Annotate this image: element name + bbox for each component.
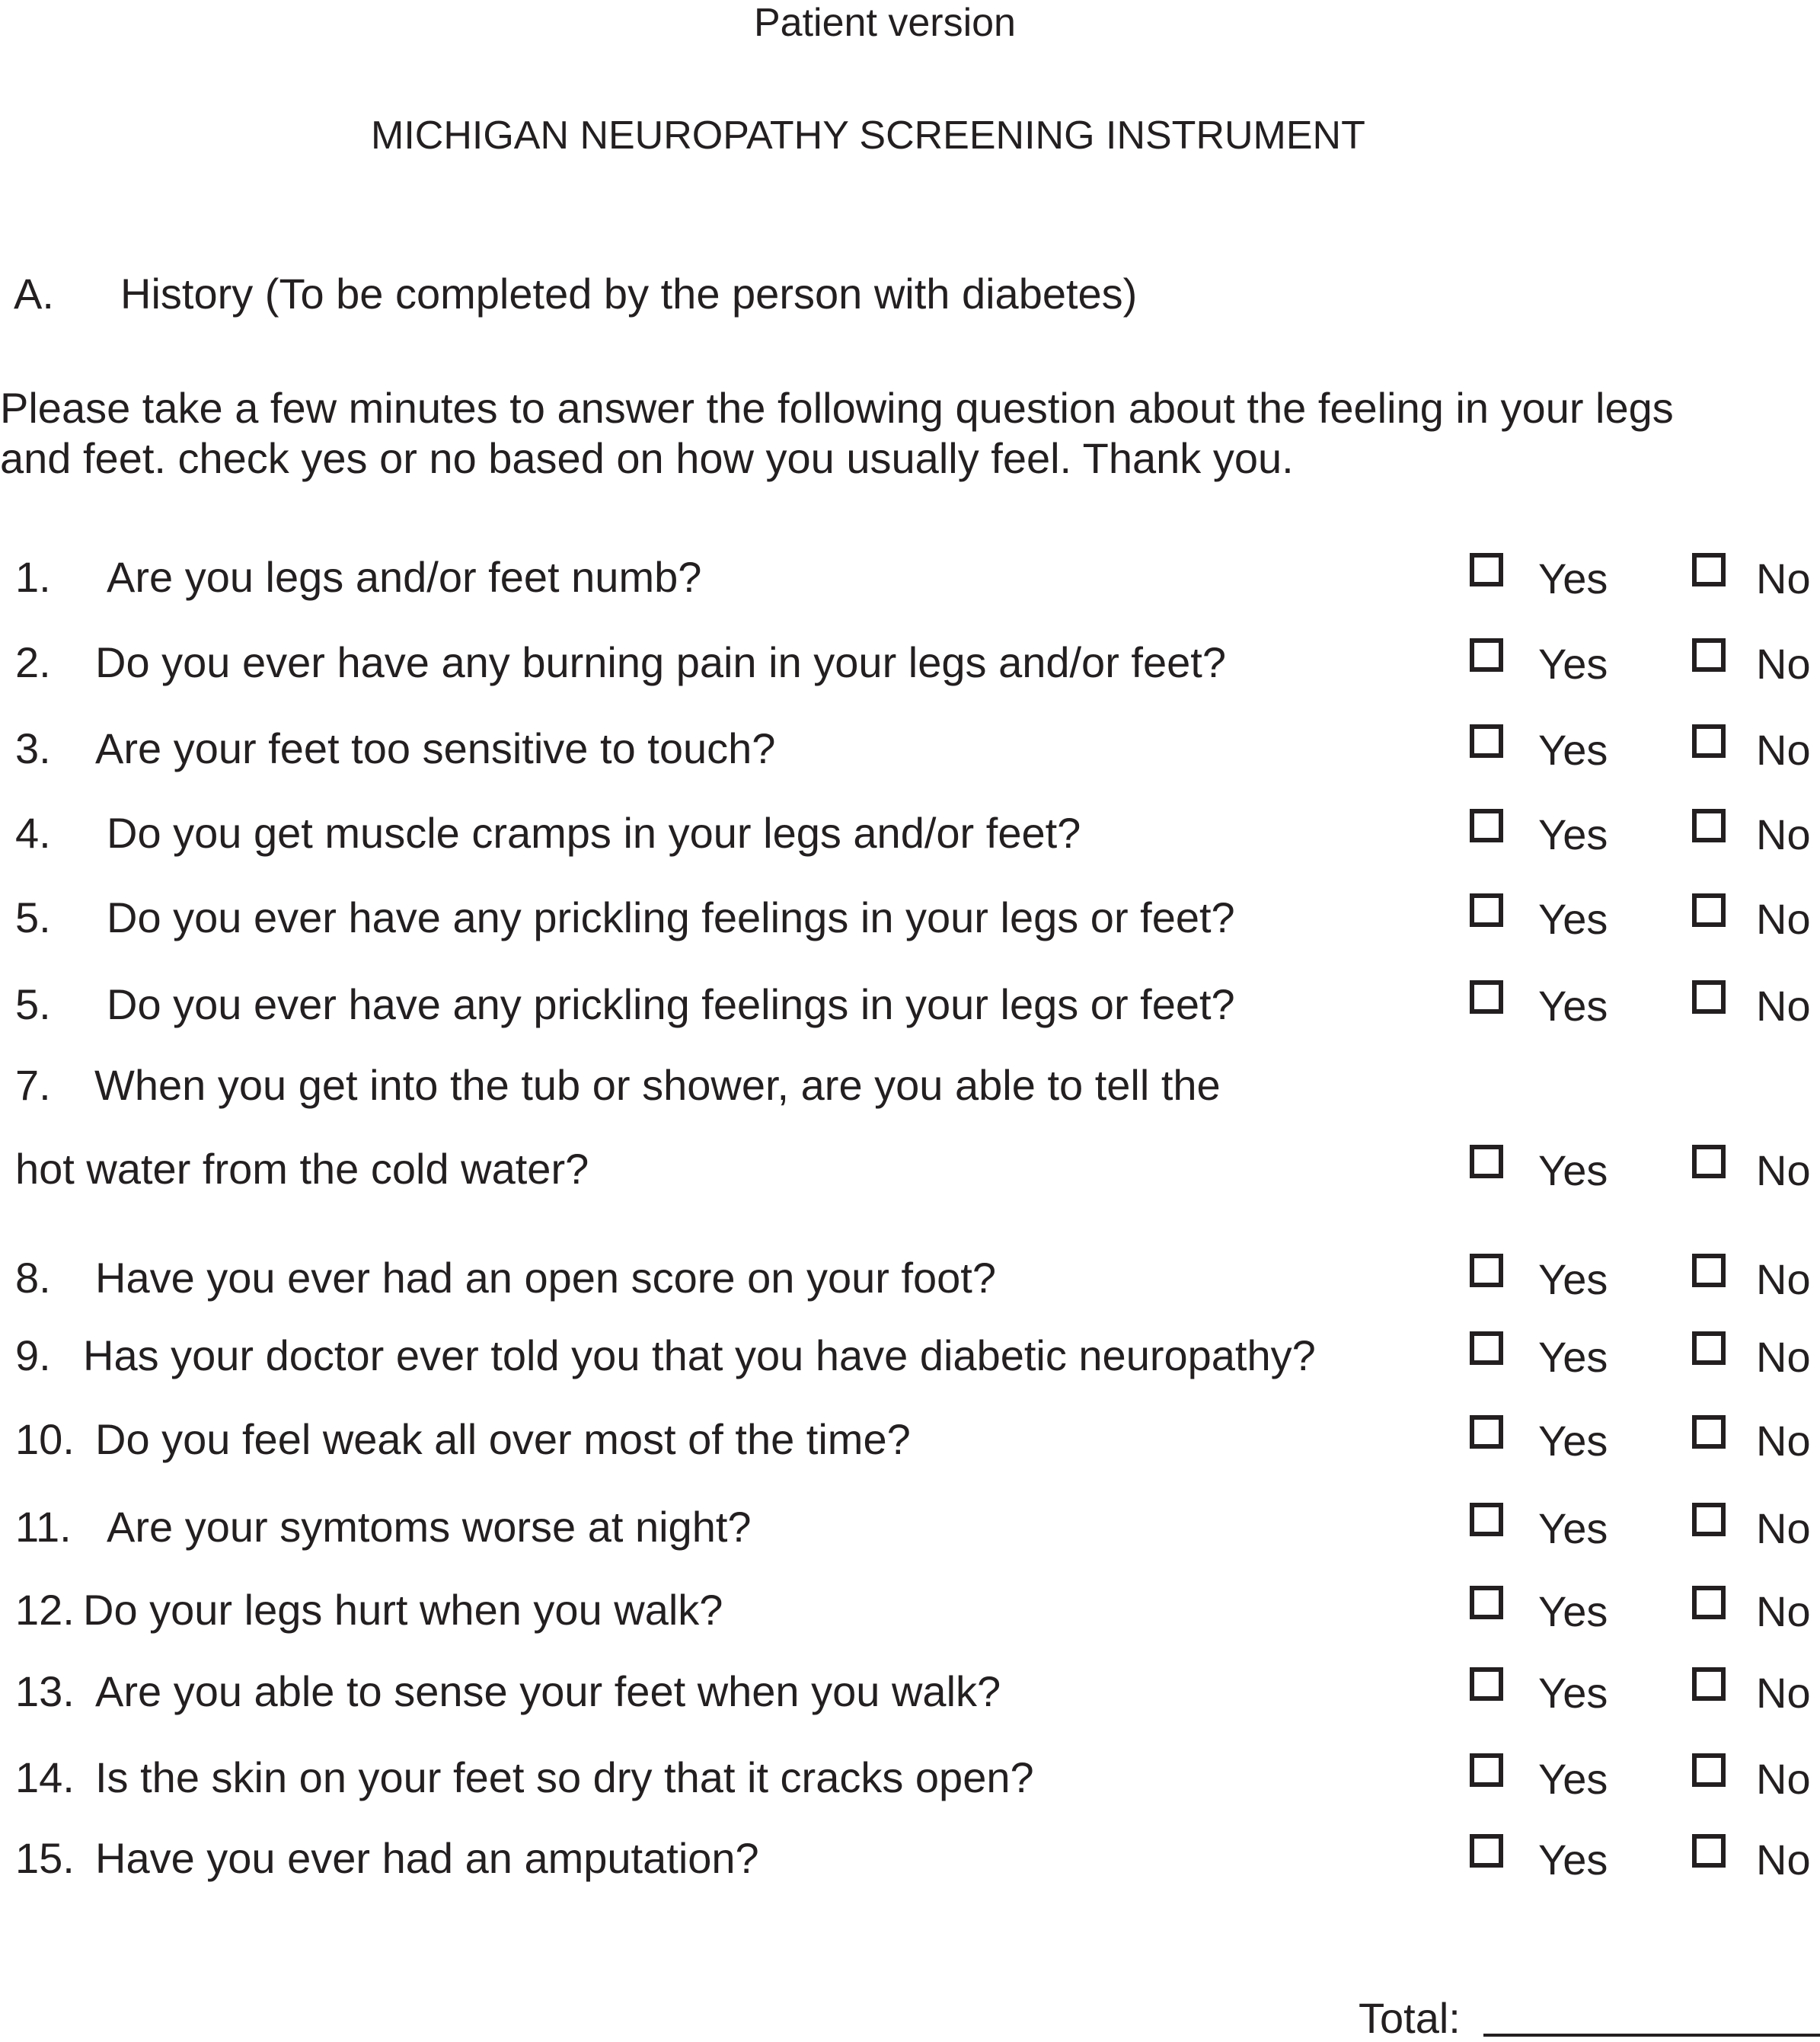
- total-input-line[interactable]: [1483, 2034, 1820, 2037]
- question-text: Have you ever had an amputation?: [95, 1834, 759, 1882]
- yes-label: Yes: [1538, 1587, 1608, 1635]
- yes-checkbox[interactable]: [1470, 1503, 1503, 1536]
- no-checkbox[interactable]: [1692, 638, 1726, 672]
- question-number: 14.: [15, 1753, 75, 1801]
- no-checkbox[interactable]: [1692, 1834, 1726, 1868]
- question-text: Has your doctor ever told you that you have diabetic neuropathy?: [83, 1331, 1316, 1379]
- yes-label: Yes: [1538, 982, 1608, 1030]
- no-label: No: [1756, 1669, 1811, 1717]
- no-checkbox[interactable]: [1692, 1415, 1726, 1449]
- question-number: 10.: [15, 1415, 75, 1463]
- page-title: MICHIGAN NEUROPATHY SCREENING INSTRUMENT: [371, 113, 1365, 158]
- yes-label: Yes: [1538, 1333, 1608, 1381]
- question-number: 2.: [15, 638, 51, 686]
- question-number: 3.: [15, 724, 51, 772]
- no-checkbox[interactable]: [1692, 1753, 1726, 1787]
- question-text: Is the skin on your feet so dry that it cracks open?: [95, 1753, 1034, 1801]
- yes-checkbox[interactable]: [1470, 1331, 1503, 1365]
- section-heading: History (To be completed by the person with diabetes): [120, 270, 1138, 318]
- no-label: No: [1756, 726, 1811, 774]
- yes-label: Yes: [1538, 810, 1608, 858]
- question-text: Are your feet too sensitive to touch?: [95, 724, 776, 772]
- no-label: No: [1756, 982, 1811, 1030]
- yes-label: Yes: [1538, 1755, 1608, 1803]
- question-number: 11.: [15, 1503, 72, 1551]
- question-number: 5.: [15, 980, 51, 1028]
- yes-label: Yes: [1538, 1504, 1608, 1552]
- question-text: Are you legs and/or feet numb?: [107, 553, 702, 601]
- yes-label: Yes: [1538, 1669, 1608, 1717]
- yes-label: Yes: [1538, 895, 1608, 943]
- no-checkbox[interactable]: [1692, 1331, 1726, 1365]
- question-number: 13.: [15, 1667, 75, 1715]
- no-checkbox[interactable]: [1692, 1586, 1726, 1619]
- yes-label: Yes: [1538, 1255, 1608, 1303]
- yes-label: Yes: [1538, 1836, 1608, 1884]
- no-label: No: [1756, 1755, 1811, 1803]
- no-label: No: [1756, 1146, 1811, 1194]
- yes-checkbox[interactable]: [1470, 638, 1503, 672]
- version-label: Patient version: [754, 1, 1016, 45]
- question-text: Do you ever have any prickling feelings in your legs or feet?: [107, 893, 1235, 941]
- no-label: No: [1756, 1417, 1811, 1465]
- no-label: No: [1756, 1836, 1811, 1884]
- yes-checkbox[interactable]: [1470, 553, 1503, 586]
- no-checkbox[interactable]: [1692, 893, 1726, 927]
- yes-checkbox[interactable]: [1470, 1667, 1503, 1701]
- no-label: No: [1756, 1255, 1811, 1303]
- yes-checkbox[interactable]: [1470, 809, 1503, 842]
- yes-label: Yes: [1538, 1417, 1608, 1465]
- no-checkbox[interactable]: [1692, 724, 1726, 758]
- no-label: No: [1756, 1504, 1811, 1552]
- question-text: Are you able to sense your feet when you walk?: [95, 1667, 1001, 1715]
- yes-checkbox[interactable]: [1470, 1586, 1503, 1619]
- no-label: No: [1756, 554, 1811, 602]
- no-checkbox[interactable]: [1692, 809, 1726, 842]
- no-label: No: [1756, 895, 1811, 943]
- question-text: Do you ever have any prickling feelings in your legs or feet?: [107, 980, 1235, 1028]
- no-checkbox[interactable]: [1692, 1254, 1726, 1287]
- yes-checkbox[interactable]: [1470, 1753, 1503, 1787]
- section-letter: A.: [14, 270, 54, 318]
- question-text: Have you ever had an open score on your foot?: [95, 1254, 996, 1302]
- yes-checkbox[interactable]: [1470, 1834, 1503, 1868]
- question-number: 1.: [15, 553, 51, 601]
- yes-checkbox[interactable]: [1470, 980, 1503, 1014]
- yes-checkbox[interactable]: [1470, 1145, 1503, 1178]
- question-text: Do you ever have any burning pain in your legs and/or feet?: [95, 638, 1226, 686]
- question-number: 9.: [15, 1331, 51, 1379]
- question-text: Do your legs hurt when you walk?: [83, 1586, 723, 1634]
- question-number: 12.: [15, 1586, 75, 1634]
- question-number: 5.: [15, 893, 51, 941]
- yes-label: Yes: [1538, 1146, 1608, 1194]
- yes-label: Yes: [1538, 726, 1608, 774]
- no-checkbox[interactable]: [1692, 1145, 1726, 1178]
- question-number: 4.: [15, 809, 51, 857]
- question-text-continued: hot water from the cold water?: [15, 1145, 589, 1193]
- question-text: Do you get muscle cramps in your legs and/or feet?: [107, 809, 1081, 857]
- no-checkbox[interactable]: [1692, 553, 1726, 586]
- no-label: No: [1756, 640, 1811, 688]
- no-label: No: [1756, 1587, 1811, 1635]
- no-label: No: [1756, 810, 1811, 858]
- question-text: Are your symtoms worse at night?: [107, 1503, 752, 1551]
- question-number: 7.: [15, 1061, 51, 1109]
- yes-label: Yes: [1538, 554, 1608, 602]
- question-number: 8.: [15, 1254, 51, 1302]
- yes-checkbox[interactable]: [1470, 1415, 1503, 1449]
- question-text: Do you feel weak all over most of the time?: [95, 1415, 911, 1463]
- question-text: When you get into the tub or shower, are you able to tell the: [94, 1061, 1221, 1109]
- no-checkbox[interactable]: [1692, 1667, 1726, 1701]
- no-checkbox[interactable]: [1692, 980, 1726, 1014]
- no-label: No: [1756, 1333, 1811, 1381]
- no-checkbox[interactable]: [1692, 1503, 1726, 1536]
- instructions-line-2: and feet. check yes or no based on how you usually feel. Thank you.: [0, 434, 1294, 482]
- yes-checkbox[interactable]: [1470, 893, 1503, 927]
- yes-checkbox[interactable]: [1470, 1254, 1503, 1287]
- question-number: 15.: [15, 1834, 75, 1882]
- total-label: Total:: [1359, 1994, 1461, 2042]
- yes-checkbox[interactable]: [1470, 724, 1503, 758]
- yes-label: Yes: [1538, 640, 1608, 688]
- instructions-line-1: Please take a few minutes to answer the following question about the feeling in your legs: [0, 384, 1674, 432]
